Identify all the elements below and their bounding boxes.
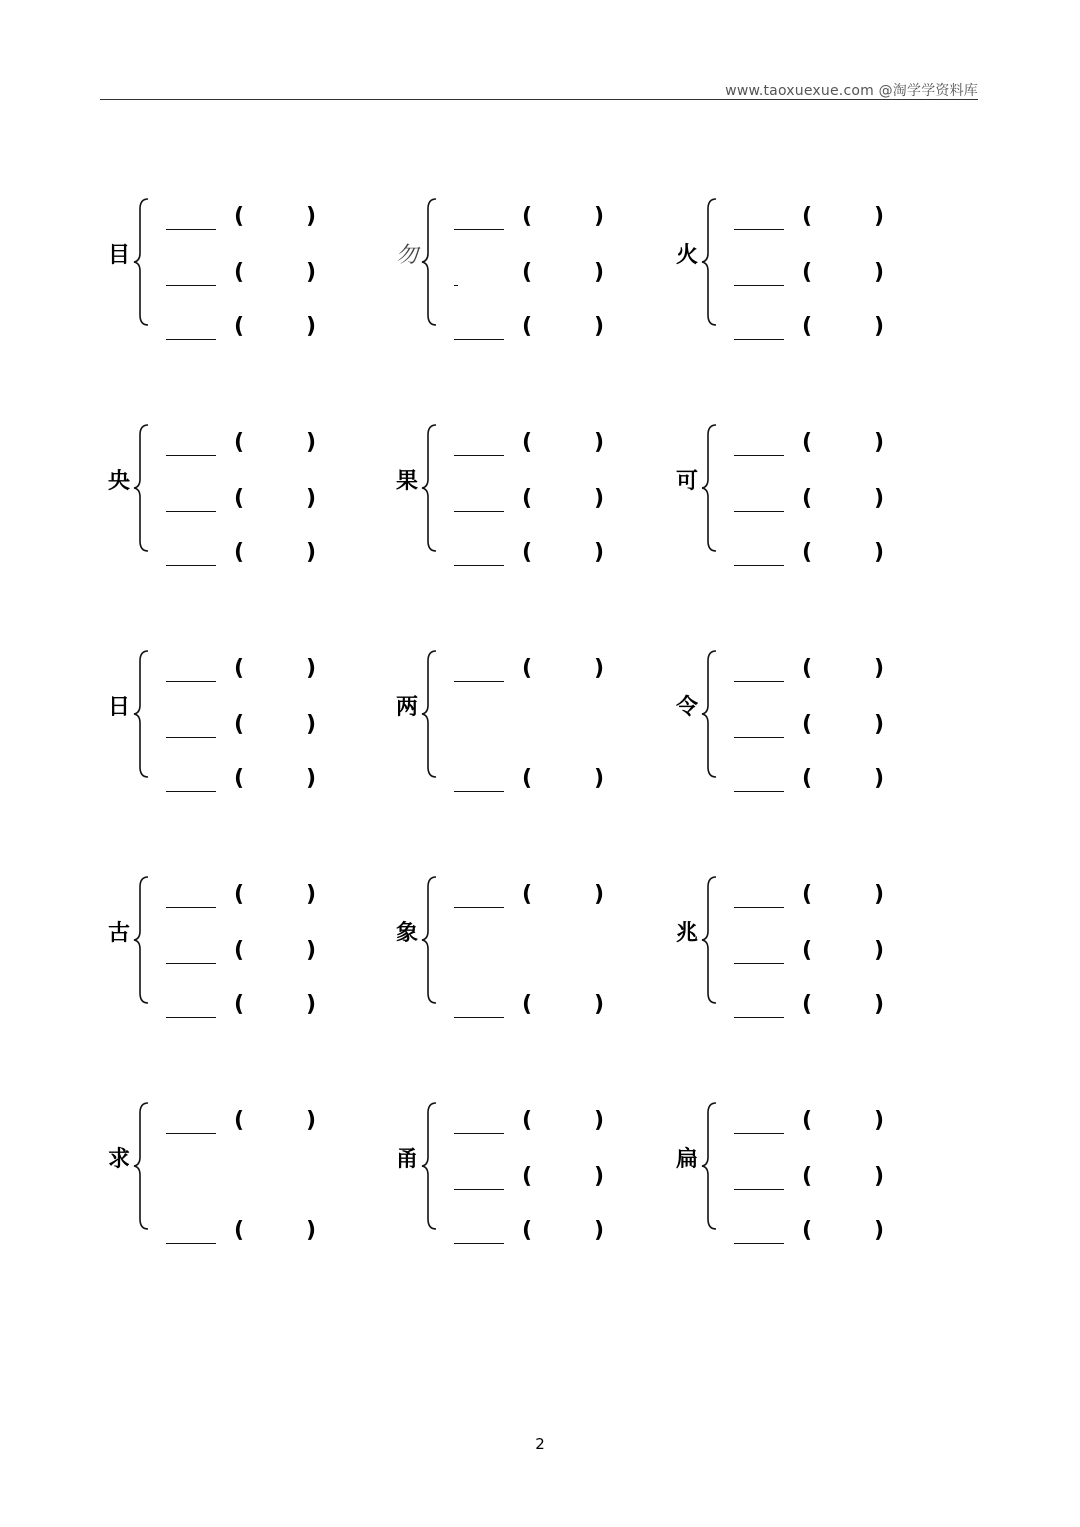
left-brace-icon xyxy=(132,197,154,327)
pinyin-close-paren: ) xyxy=(874,260,885,285)
word-blank[interactable] xyxy=(454,885,504,908)
answer-row xyxy=(734,429,914,459)
target-character: 扁 xyxy=(675,1147,698,1172)
left-brace-icon xyxy=(420,875,442,1005)
pinyin-open-paren: ( xyxy=(234,938,245,963)
word-blank[interactable] xyxy=(734,543,784,566)
page-number: 2 xyxy=(535,1435,545,1453)
word-group xyxy=(392,637,632,791)
answer-row xyxy=(454,539,634,569)
pinyin-close-paren: ) xyxy=(594,430,605,455)
answer-row xyxy=(454,991,634,1021)
pinyin-open-paren: ( xyxy=(234,540,245,565)
word-blank[interactable] xyxy=(454,1167,504,1190)
answer-row xyxy=(454,259,634,289)
left-brace-icon xyxy=(132,423,154,553)
answer-row xyxy=(734,937,914,967)
pinyin-open-paren: ( xyxy=(802,938,813,963)
pinyin-close-paren: ) xyxy=(594,1164,605,1189)
word-blank[interactable] xyxy=(734,1221,784,1244)
left-brace-icon xyxy=(700,423,722,553)
answer-row xyxy=(454,1107,634,1137)
pinyin-close-paren: ) xyxy=(594,486,605,511)
word-blank[interactable] xyxy=(454,995,504,1018)
pinyin-close-paren: ) xyxy=(594,260,605,285)
word-blank[interactable] xyxy=(454,207,504,230)
word-blank[interactable] xyxy=(166,941,216,964)
word-group xyxy=(392,863,632,1017)
left-brace-icon xyxy=(420,423,442,553)
word-group xyxy=(104,637,344,791)
answer-row xyxy=(734,655,914,685)
pinyin-close-paren: ) xyxy=(874,486,885,511)
answer-row xyxy=(454,765,634,795)
pinyin-close-paren: ) xyxy=(874,1218,885,1243)
pinyin-close-paren: ) xyxy=(306,1218,317,1243)
word-group xyxy=(392,185,632,339)
word-blank[interactable] xyxy=(454,317,504,340)
answer-row xyxy=(166,1107,346,1137)
word-blank[interactable] xyxy=(734,885,784,908)
word-blank[interactable] xyxy=(734,489,784,512)
word-group xyxy=(672,863,912,1017)
word-blank[interactable] xyxy=(166,995,216,1018)
pinyin-open-paren: ( xyxy=(802,1164,813,1189)
pinyin-open-paren: ( xyxy=(234,204,245,229)
pinyin-open-paren: ( xyxy=(234,430,245,455)
pinyin-close-paren: ) xyxy=(874,1164,885,1189)
word-blank[interactable] xyxy=(734,715,784,738)
word-blank[interactable] xyxy=(166,769,216,792)
target-character: 兆 xyxy=(675,921,698,946)
word-group xyxy=(104,411,344,565)
word-blank[interactable] xyxy=(166,263,216,286)
word-blank[interactable] xyxy=(166,1111,216,1134)
answer-row xyxy=(734,203,914,233)
target-character: 火 xyxy=(675,243,698,268)
answer-row xyxy=(454,655,634,685)
target-character: 可 xyxy=(675,469,698,494)
answer-row xyxy=(454,485,634,515)
word-group xyxy=(392,411,632,565)
answer-row xyxy=(454,429,634,459)
pinyin-open-paren: ( xyxy=(234,712,245,737)
answer-row xyxy=(166,259,346,289)
pinyin-close-paren: ) xyxy=(594,204,605,229)
pinyin-open-paren: ( xyxy=(522,766,533,791)
pinyin-open-paren: ( xyxy=(802,204,813,229)
word-blank[interactable] xyxy=(166,1221,216,1244)
pinyin-close-paren: ) xyxy=(874,1108,885,1133)
header-watermark-text: www.taoxuexue.com @淘学学资料库 xyxy=(725,83,978,99)
word-blank[interactable] xyxy=(734,995,784,1018)
answer-row xyxy=(454,1163,634,1193)
word-blank[interactable] xyxy=(734,941,784,964)
pinyin-open-paren: ( xyxy=(522,430,533,455)
pinyin-open-paren: ( xyxy=(522,260,533,285)
word-blank[interactable] xyxy=(454,489,504,512)
word-blank[interactable] xyxy=(734,1167,784,1190)
pinyin-close-paren: ) xyxy=(594,992,605,1017)
left-brace-icon xyxy=(700,197,722,327)
answer-row xyxy=(454,881,634,911)
word-blank[interactable] xyxy=(166,543,216,566)
answer-row xyxy=(734,991,914,1021)
pinyin-open-paren: ( xyxy=(522,314,533,339)
word-blank[interactable] xyxy=(454,659,504,682)
left-brace-icon xyxy=(420,197,442,327)
pinyin-close-paren: ) xyxy=(594,540,605,565)
word-blank[interactable] xyxy=(454,543,504,566)
pinyin-open-paren: ( xyxy=(234,882,245,907)
pinyin-open-paren: ( xyxy=(522,992,533,1017)
pinyin-open-paren: ( xyxy=(234,656,245,681)
answer-row xyxy=(454,313,634,343)
word-blank[interactable] xyxy=(454,433,504,456)
pinyin-close-paren: ) xyxy=(874,656,885,681)
answer-row xyxy=(734,485,914,515)
pinyin-close-paren: ) xyxy=(306,992,317,1017)
pinyin-open-paren: ( xyxy=(802,430,813,455)
pinyin-close-paren: ) xyxy=(874,540,885,565)
answer-row xyxy=(166,991,346,1021)
pinyin-close-paren: ) xyxy=(594,1108,605,1133)
pinyin-close-paren: ) xyxy=(874,766,885,791)
pinyin-open-paren: ( xyxy=(802,882,813,907)
target-character: 两 xyxy=(395,695,418,720)
answer-row xyxy=(454,1217,634,1247)
pinyin-open-paren: ( xyxy=(522,1164,533,1189)
pinyin-open-paren: ( xyxy=(802,766,813,791)
answer-row xyxy=(166,765,346,795)
answer-row xyxy=(166,539,346,569)
left-brace-icon xyxy=(132,875,154,1005)
word-blank[interactable] xyxy=(166,489,216,512)
pinyin-close-paren: ) xyxy=(306,656,317,681)
word-blank[interactable] xyxy=(734,659,784,682)
pinyin-open-paren: ( xyxy=(522,540,533,565)
word-blank[interactable] xyxy=(734,317,784,340)
answer-row xyxy=(166,485,346,515)
word-blank[interactable] xyxy=(166,317,216,340)
answer-row xyxy=(166,711,346,741)
target-character: 求 xyxy=(107,1147,130,1172)
word-group xyxy=(104,185,344,339)
target-character: 古 xyxy=(107,921,130,946)
pinyin-open-paren: ( xyxy=(802,260,813,285)
pinyin-close-paren: ) xyxy=(874,938,885,963)
pinyin-close-paren: ) xyxy=(594,656,605,681)
pinyin-open-paren: ( xyxy=(802,314,813,339)
pinyin-close-paren: ) xyxy=(306,882,317,907)
pinyin-close-paren: ) xyxy=(874,882,885,907)
word-blank[interactable] xyxy=(166,207,216,230)
word-blank[interactable] xyxy=(734,769,784,792)
answer-row xyxy=(166,655,346,685)
answer-row xyxy=(166,313,346,343)
answer-row xyxy=(166,937,346,967)
pinyin-open-paren: ( xyxy=(234,1108,245,1133)
target-character: 目 xyxy=(107,243,130,268)
answer-row xyxy=(734,259,914,289)
pinyin-close-paren: ) xyxy=(306,314,317,339)
pinyin-open-paren: ( xyxy=(234,260,245,285)
pinyin-close-paren: ) xyxy=(306,430,317,455)
word-group xyxy=(104,1089,344,1243)
pinyin-close-paren: ) xyxy=(594,1218,605,1243)
pinyin-open-paren: ( xyxy=(802,540,813,565)
pinyin-open-paren: ( xyxy=(522,656,533,681)
pinyin-close-paren: ) xyxy=(306,712,317,737)
pinyin-open-paren: ( xyxy=(802,656,813,681)
target-character: 央 xyxy=(107,469,130,494)
pinyin-close-paren: ) xyxy=(306,938,317,963)
pinyin-close-paren: ) xyxy=(874,992,885,1017)
word-blank[interactable] xyxy=(734,263,784,286)
pinyin-open-paren: ( xyxy=(234,1218,245,1243)
answer-row xyxy=(166,1217,346,1247)
left-brace-icon xyxy=(132,1101,154,1231)
answer-row xyxy=(734,881,914,911)
answer-row xyxy=(166,203,346,233)
word-group xyxy=(104,863,344,1017)
answer-row xyxy=(734,313,914,343)
target-character: 勿 xyxy=(395,243,418,268)
pinyin-close-paren: ) xyxy=(594,314,605,339)
word-blank[interactable] xyxy=(454,1111,504,1134)
word-group xyxy=(672,637,912,791)
target-character: 果 xyxy=(395,469,418,494)
pinyin-close-paren: ) xyxy=(306,260,317,285)
word-blank[interactable] xyxy=(454,263,458,286)
left-brace-icon xyxy=(420,1101,442,1231)
left-brace-icon xyxy=(132,649,154,779)
pinyin-open-paren: ( xyxy=(234,314,245,339)
pinyin-open-paren: ( xyxy=(522,1108,533,1133)
word-group xyxy=(672,1089,912,1243)
left-brace-icon xyxy=(700,875,722,1005)
word-blank[interactable] xyxy=(454,769,504,792)
word-group xyxy=(672,411,912,565)
target-character: 象 xyxy=(395,921,418,946)
answer-row xyxy=(166,429,346,459)
answer-row xyxy=(734,1107,914,1137)
target-character: 甬 xyxy=(395,1147,418,1172)
word-blank[interactable] xyxy=(734,433,784,456)
pinyin-open-paren: ( xyxy=(802,1108,813,1133)
pinyin-close-paren: ) xyxy=(594,766,605,791)
pinyin-close-paren: ) xyxy=(874,712,885,737)
pinyin-close-paren: ) xyxy=(874,430,885,455)
pinyin-open-paren: ( xyxy=(802,992,813,1017)
left-brace-icon xyxy=(420,649,442,779)
target-character: 令 xyxy=(675,695,698,720)
answer-row xyxy=(454,203,634,233)
pinyin-close-paren: ) xyxy=(874,204,885,229)
left-brace-icon xyxy=(700,649,722,779)
word-blank[interactable] xyxy=(166,433,216,456)
word-group xyxy=(392,1089,632,1243)
word-blank[interactable] xyxy=(454,1221,504,1244)
word-blank[interactable] xyxy=(734,207,784,230)
answer-row xyxy=(734,711,914,741)
pinyin-open-paren: ( xyxy=(522,486,533,511)
pinyin-open-paren: ( xyxy=(234,992,245,1017)
left-brace-icon xyxy=(700,1101,722,1231)
pinyin-open-paren: ( xyxy=(522,1218,533,1243)
pinyin-open-paren: ( xyxy=(234,766,245,791)
pinyin-close-paren: ) xyxy=(874,314,885,339)
pinyin-close-paren: ) xyxy=(306,540,317,565)
pinyin-open-paren: ( xyxy=(522,882,533,907)
pinyin-close-paren: ) xyxy=(306,204,317,229)
answer-row xyxy=(166,881,346,911)
word-blank[interactable] xyxy=(734,1111,784,1134)
pinyin-close-paren: ) xyxy=(306,766,317,791)
pinyin-close-paren: ) xyxy=(306,486,317,511)
pinyin-open-paren: ( xyxy=(802,1218,813,1243)
answer-row xyxy=(734,1163,914,1193)
word-group xyxy=(672,185,912,339)
target-character: 日 xyxy=(107,695,130,720)
word-blank[interactable] xyxy=(166,885,216,908)
pinyin-close-paren: ) xyxy=(306,1108,317,1133)
word-blank[interactable] xyxy=(166,659,216,682)
answer-row xyxy=(734,539,914,569)
answer-row xyxy=(734,765,914,795)
pinyin-close-paren: ) xyxy=(594,882,605,907)
pinyin-open-paren: ( xyxy=(802,712,813,737)
pinyin-open-paren: ( xyxy=(234,486,245,511)
pinyin-open-paren: ( xyxy=(802,486,813,511)
word-blank[interactable] xyxy=(166,715,216,738)
pinyin-open-paren: ( xyxy=(522,204,533,229)
answer-row xyxy=(734,1217,914,1247)
